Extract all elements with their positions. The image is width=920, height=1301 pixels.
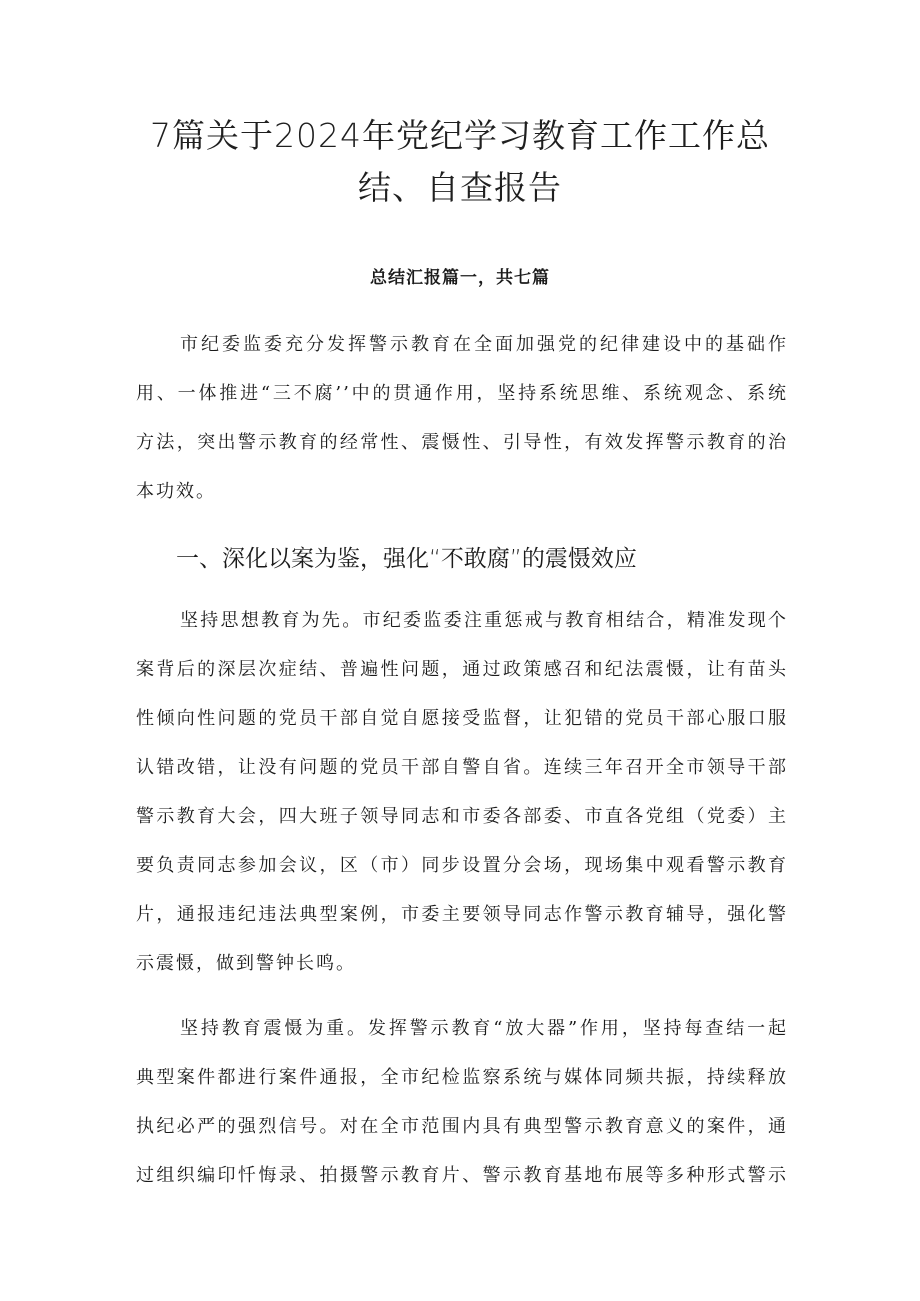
intro-paragraph bbox=[136, 320, 788, 516]
paragraph-line: 认错改错，让没有问题的党员干部自警自省。连续三年召开全市领导干部 bbox=[136, 757, 788, 778]
paragraph-line: 方法，突出警示教育的经常性、震慑性、引导性，有效发挥警示教育的治 bbox=[136, 432, 788, 453]
paragraph-line: 典型案件都进行案件通报，全市纪检监察系统与媒体同频共振，持续释放 bbox=[136, 1067, 788, 1088]
paragraph-line: 坚持思想教育为先。市纪委监委注重惩戒与教育相结合，精准发现个 bbox=[180, 610, 788, 631]
paragraph-line: 示震慑，做到警钟长鸣。 bbox=[136, 953, 356, 974]
document-title-line-2: 结、自查报告 bbox=[358, 168, 562, 207]
paragraph-line: 警示教育大会，四大班子领导同志和市委各部委、市直各党组（党委）主 bbox=[136, 806, 788, 827]
paragraph-line: 案背后的深层次症结、普遍性问题，通过政策感召和纪法震慑，让有苗头 bbox=[136, 659, 788, 680]
paragraph-line: 过组织编印忏悔录、拍摄警示教育片、警示教育基地布展等多种形式警示 bbox=[136, 1165, 788, 1186]
paragraph-line: 要负责同志参加会议，区（市）同步设置分会场，现场集中观看警示教育 bbox=[136, 855, 788, 876]
paragraph-line: 执纪必严的强烈信号。对在全市范围内具有典型警示教育意义的案件，通 bbox=[136, 1116, 788, 1137]
document-subtitle: 总结汇报篇一，共七篇 bbox=[370, 268, 550, 288]
section-1-paragraph-2 bbox=[136, 1004, 788, 1200]
document-title-line-1: 7篇关于2024年党纪学习教育工作工作总 bbox=[150, 116, 770, 155]
section-1-paragraph-1 bbox=[136, 596, 788, 988]
paragraph-line: 片，通报违纪违法典型案例，市委主要领导同志作警示教育辅导，强化警 bbox=[136, 904, 788, 925]
paragraph-line: 用、一体推进“三不腐’’中的贯通作用，坚持系统思维、系统观念、系统 bbox=[136, 383, 788, 404]
paragraph-line: 市纪委监委充分发挥警示教育在全面加强党的纪律建设中的基础作 bbox=[180, 334, 788, 355]
section-1-heading: 一、深化以案为鉴，强化“不敢腐”的震慑效应 bbox=[176, 546, 637, 572]
paragraph-line: 本功效。 bbox=[136, 481, 216, 502]
paragraph-line: 坚持教育震慑为重。发挥警示教育“放大器”作用，坚持每查结一起 bbox=[180, 1018, 788, 1039]
paragraph-line: 性倾向性问题的党员干部自觉自愿接受监督，让犯错的党员干部心服口服 bbox=[136, 708, 788, 729]
